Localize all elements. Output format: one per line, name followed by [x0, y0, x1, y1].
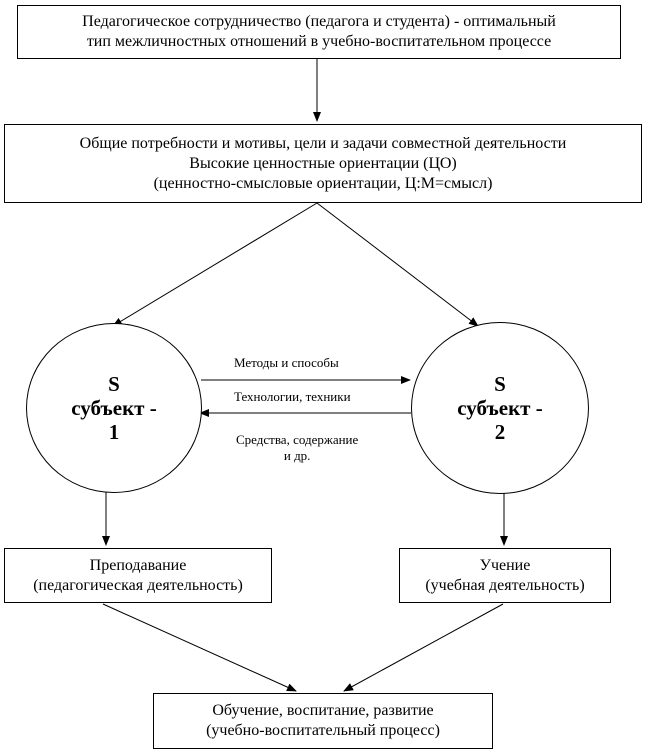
cooperation-line-2: тип межличностных отношений в учебно-воспитательном процессе [86, 33, 552, 50]
subject-2-number: 2 [494, 420, 506, 444]
arrow-learning-to-bottom [344, 604, 503, 691]
teaching-box [4, 548, 272, 603]
methods-label: Методы и способы [234, 355, 339, 370]
subject-1-word: субъект - [71, 396, 157, 420]
means-label-line-1: Средства, содержание [236, 432, 359, 447]
learning-line-1: Учение [479, 556, 531, 574]
needs-motives-line-2: Высокие ценностные ориентации (ЦО) [189, 154, 457, 172]
outcome-line-1: Обучение, воспитание, развитие [212, 702, 434, 719]
arrow-second-to-subject-1 [113, 203, 317, 326]
learning-box [399, 548, 611, 603]
needs-motives-box [4, 124, 642, 203]
cooperation-box [17, 5, 621, 59]
subject-1-circle [26, 323, 202, 493]
arrow-teaching-to-bottom [103, 604, 296, 691]
subject-2-letter: S [494, 372, 506, 396]
subject-2-word: субъект - [457, 396, 543, 420]
outcome-box [153, 693, 493, 749]
arrow-second-to-subject-2 [317, 203, 478, 326]
subject-1-letter: S [108, 372, 120, 396]
teaching-line-1: Преподавание [89, 556, 187, 574]
cooperation-line-1: Педагогическое сотрудничество (педагога и студента) - оптимальный [82, 13, 556, 30]
learning-line-2: (учебная деятельность) [425, 576, 585, 594]
outcome-line-2: (учебно-воспитательный процесс) [206, 722, 440, 739]
means-label-line-2: и др. [283, 448, 311, 463]
technologies-label: Технологии, техники [234, 389, 351, 404]
needs-motives-line-1: Общие потребности и мотивы, цели и задачи совместной деятельности [79, 134, 567, 152]
teaching-line-2: (педагогическая деятельность) [33, 576, 243, 594]
needs-motives-line-3: (ценностно-смысловые ориентации, Ц:М=смысл) [153, 174, 493, 192]
subject-1-number: 1 [108, 420, 120, 444]
subject-2-circle [411, 322, 589, 494]
means-label [236, 432, 358, 464]
